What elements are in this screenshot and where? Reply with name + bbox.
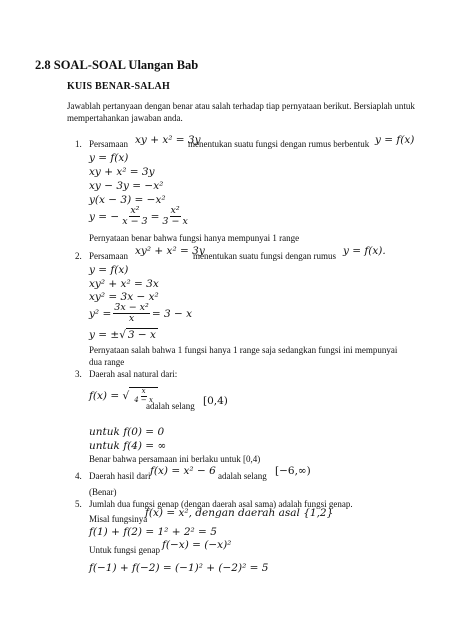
q1-form: y = f(x): [375, 134, 415, 146]
q1-eq-sign: =: [150, 210, 160, 223]
q1-step-5: [89, 206, 191, 228]
q3-step-1: untuk f(0) = 0: [89, 426, 165, 438]
q1-text-b: menentukan suatu fungsi dengan rumus berbentuk: [188, 139, 370, 149]
q5-line-1: f(1) + f(2) = 1² + 2² = 5: [89, 526, 217, 538]
q1-text-a: Persamaan: [89, 139, 128, 149]
intro-line-2: mempertahankan jawaban anda.: [67, 113, 183, 123]
q2-step-2: xy² + x² = 3x: [89, 278, 159, 290]
q3-frac-den: 4 − x: [134, 395, 153, 404]
q2-text-b: menentukan suatu fungsi dengan rumus: [193, 251, 336, 261]
q5-text: Jumlah dua fungsi genap (dengan daerah asal sama) adalah fungsi genap.: [89, 499, 353, 509]
q4-number: 4.: [75, 471, 82, 481]
q1-step-2: xy + x² = 3y: [89, 166, 155, 178]
q2-step-4: [89, 303, 192, 325]
q2-last-lhs: y = ±: [89, 329, 120, 341]
q3-frac-num: x: [141, 387, 146, 395]
q1-frac2-den: 3 − x: [162, 216, 188, 228]
q5-example-eq: f(x) = x², dengan daerah asal {1,2}: [145, 507, 334, 519]
q4-equation: f(x) = x² − 6: [150, 465, 216, 477]
q1-frac2-num: x²: [170, 205, 180, 216]
q1-step-5-lhs: y = −: [89, 210, 120, 223]
intro-line-1: Jawablah pertanyaan dengan benar atau salah terhadap tiap pernyataan berikut. Bersiaplah untuk: [67, 101, 415, 111]
q1-step-1: y = f(x): [89, 152, 129, 164]
q4-text: Daerah hasil dari: [89, 471, 151, 481]
quiz-subtitle: KUIS BENAR-SALAH: [67, 81, 170, 92]
q1-fraction-2: [161, 206, 188, 228]
q5-example-text: Misal fungsinya: [89, 514, 148, 524]
q3-interval: [0,4): [203, 395, 228, 407]
q3-text: Daerah asal natural dari:: [89, 369, 178, 379]
q1-equation: xy + x² = 3y: [135, 134, 201, 146]
q3-lhs: f(x) =: [89, 390, 120, 403]
q2-ysq-lhs: y² =: [89, 307, 112, 320]
q2-frac-den: x: [128, 313, 135, 325]
q2-text-a: Persamaan: [89, 251, 128, 261]
q2-frac-num: 3x − x²: [114, 302, 149, 313]
q1-conclusion: Pernyataan benar bahwa fungsi hanya mempunyai 1 range: [89, 233, 300, 243]
q4-mid-text: adalah selang: [218, 471, 267, 481]
q3-mid-text: adalah selang: [146, 401, 195, 411]
q5-number: 5.: [75, 499, 82, 509]
q2-conclusion-1: Pernyataan salah bahwa 1 fungsi hanya 1 range saja sedangkan fungsi ini mempunyai: [89, 345, 398, 355]
q1-frac1-num: x²: [130, 205, 140, 216]
q3-conclusion: Benar bahwa persamaan ini berlaku untuk [0,4): [89, 454, 261, 464]
q1-step-3: xy − 3y = −x²: [89, 180, 164, 192]
q2-ysq-rhs: = 3 − x: [151, 307, 193, 320]
q2-form: y = f(x).: [343, 245, 386, 257]
q2-fraction: [113, 303, 150, 325]
q1-number: 1.: [75, 139, 82, 149]
q2-step-5: [89, 328, 158, 341]
sqrt-symbol-icon: √: [122, 390, 130, 403]
q2-equation: xy² + x² = 3y: [135, 245, 205, 257]
q2-step-3: xy² = 3x − x²: [89, 291, 159, 303]
section-title: 2.8 SOAL-SOAL Ulangan Bab: [35, 58, 199, 72]
q2-sqrt-body: 3 − x: [127, 329, 156, 341]
q5-line-2: f(−1) + f(−2) = (−1)² + (−2)² = 5: [89, 562, 269, 574]
q1-frac1-den: x − 3: [122, 216, 148, 228]
q2-conclusion-2: dua range: [89, 357, 125, 367]
q2-step-1: y = f(x): [89, 264, 129, 276]
sqrt-symbol-icon: √: [119, 329, 126, 341]
q4-interval: [−6,∞): [275, 465, 311, 477]
q1-step-4: y(x − 3) = −x²: [89, 194, 166, 206]
q2-number: 2.: [75, 251, 82, 261]
q4-answer: (Benar): [89, 487, 117, 497]
q5-even-eq: f(−x) = (−x)²: [162, 539, 232, 551]
q3-number: 3.: [75, 369, 82, 379]
q1-fraction-1: [121, 206, 148, 228]
q5-even-text: Untuk fungsi genap: [89, 545, 160, 555]
q3-step-2: untuk f(4) = ∞: [89, 440, 167, 452]
